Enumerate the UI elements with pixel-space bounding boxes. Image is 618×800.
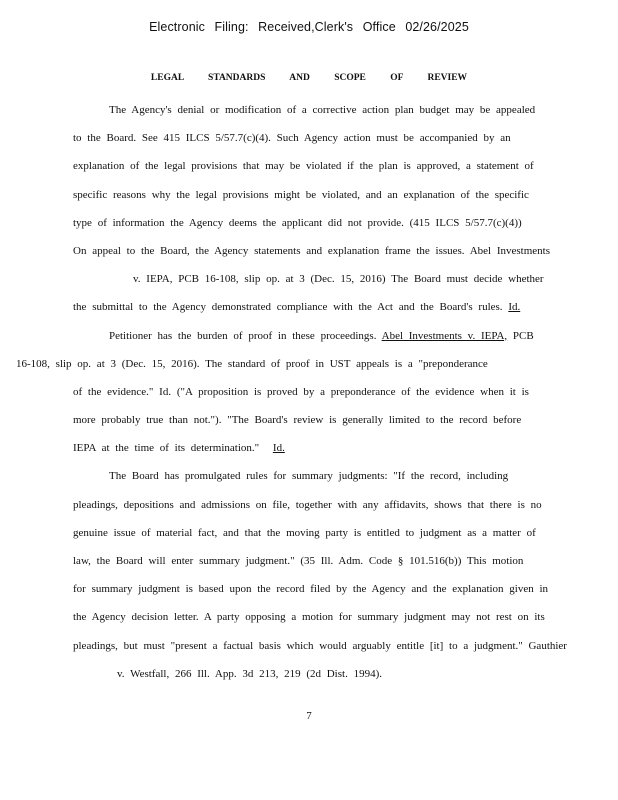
text-line: to the Board. See 415 ILCS 5/57.7(c)(4). Such Agency action must be accompanied by an: [73, 132, 511, 145]
text-line: specific reasons why the legal provisions might be violated, and an explanation of the specific: [73, 188, 529, 201]
section-heading: LEGAL STANDARDS AND SCOPE OF REVIEW: [150, 73, 468, 83]
text-line: [73, 434, 563, 462]
text-line: The Agency's denial or modification of a corrective action plan budget may be appealed: [109, 104, 536, 116]
text-line: On appeal to the Board, the Agency statements and explanation frame the issues. Abel Investments: [73, 244, 550, 257]
citation-id: Id.: [272, 442, 285, 455]
text-line: pleadings, but must "present a factual basis which would arguably entitle [it] to a judgment." Gauthier: [73, 639, 567, 652]
text-line: type of information the Agency deems the applicant did not provide. (415 ILCS 5/57.7(c)(4)): [73, 216, 522, 229]
filing-stamp: Electronic Filing: Received,Clerk's Office 02/26/2025: [149, 20, 469, 34]
text-span: IEPA at the time of its determination.": [73, 442, 260, 455]
text-span: PCB: [512, 329, 534, 342]
text-line: law, the Board will enter summary judgment." (35 Ill. Adm. Code § 101.516(b)) This motion: [73, 555, 524, 567]
document-body: [16, 96, 567, 688]
text-line: v. IEPA, PCB 16-108, slip op. at 3 (Dec. 15, 2016) The Board must decide whether: [133, 273, 544, 286]
text-line: [73, 322, 563, 350]
page-number: 7: [306, 710, 312, 722]
text-span: Petitioner has the burden of proof in these proceedings.: [109, 329, 377, 342]
text-line: of the evidence." Id. ("A proposition is proved by a preponderance of the evidence when it is: [73, 385, 529, 398]
text-line: The Board has promulgated rules for summary judgments: "If the record, including: [109, 470, 509, 483]
text-line: for summary judgment is based upon the record filed by the Agency and the explanation given in: [73, 583, 549, 596]
text-line: more probably true than not."). "The Board's review is generally limited to the record before: [73, 414, 522, 427]
text-span: the submittal to the Agency demonstrated compliance with the Act and the Board's rules.: [73, 301, 503, 314]
text-line: explanation of the legal provisions that may be violated if the plan is approved, a statement of: [73, 160, 534, 173]
text-line: pleadings, depositions and admissions on file, together with any affidavits, shows that there is no: [73, 498, 542, 511]
text-line: v. Westfall, 266 Ill. App. 3d 213, 219 (2d Dist. 1994).: [117, 667, 382, 680]
text-line: the Agency decision letter. A party opposing a motion for summary judgment may not rest on its: [73, 611, 545, 624]
text-line: genuine issue of material fact, and that the moving party is entitled to judgment as a matter of: [73, 526, 536, 539]
case-citation: Abel Investments v. IEPA,: [381, 329, 508, 342]
citation-id: Id.: [508, 301, 521, 314]
text-line: [73, 293, 563, 321]
text-line: 16-108, slip op. at 3 (Dec. 15, 2016). The standard of proof in UST appeals is a "preponderance: [16, 357, 488, 370]
